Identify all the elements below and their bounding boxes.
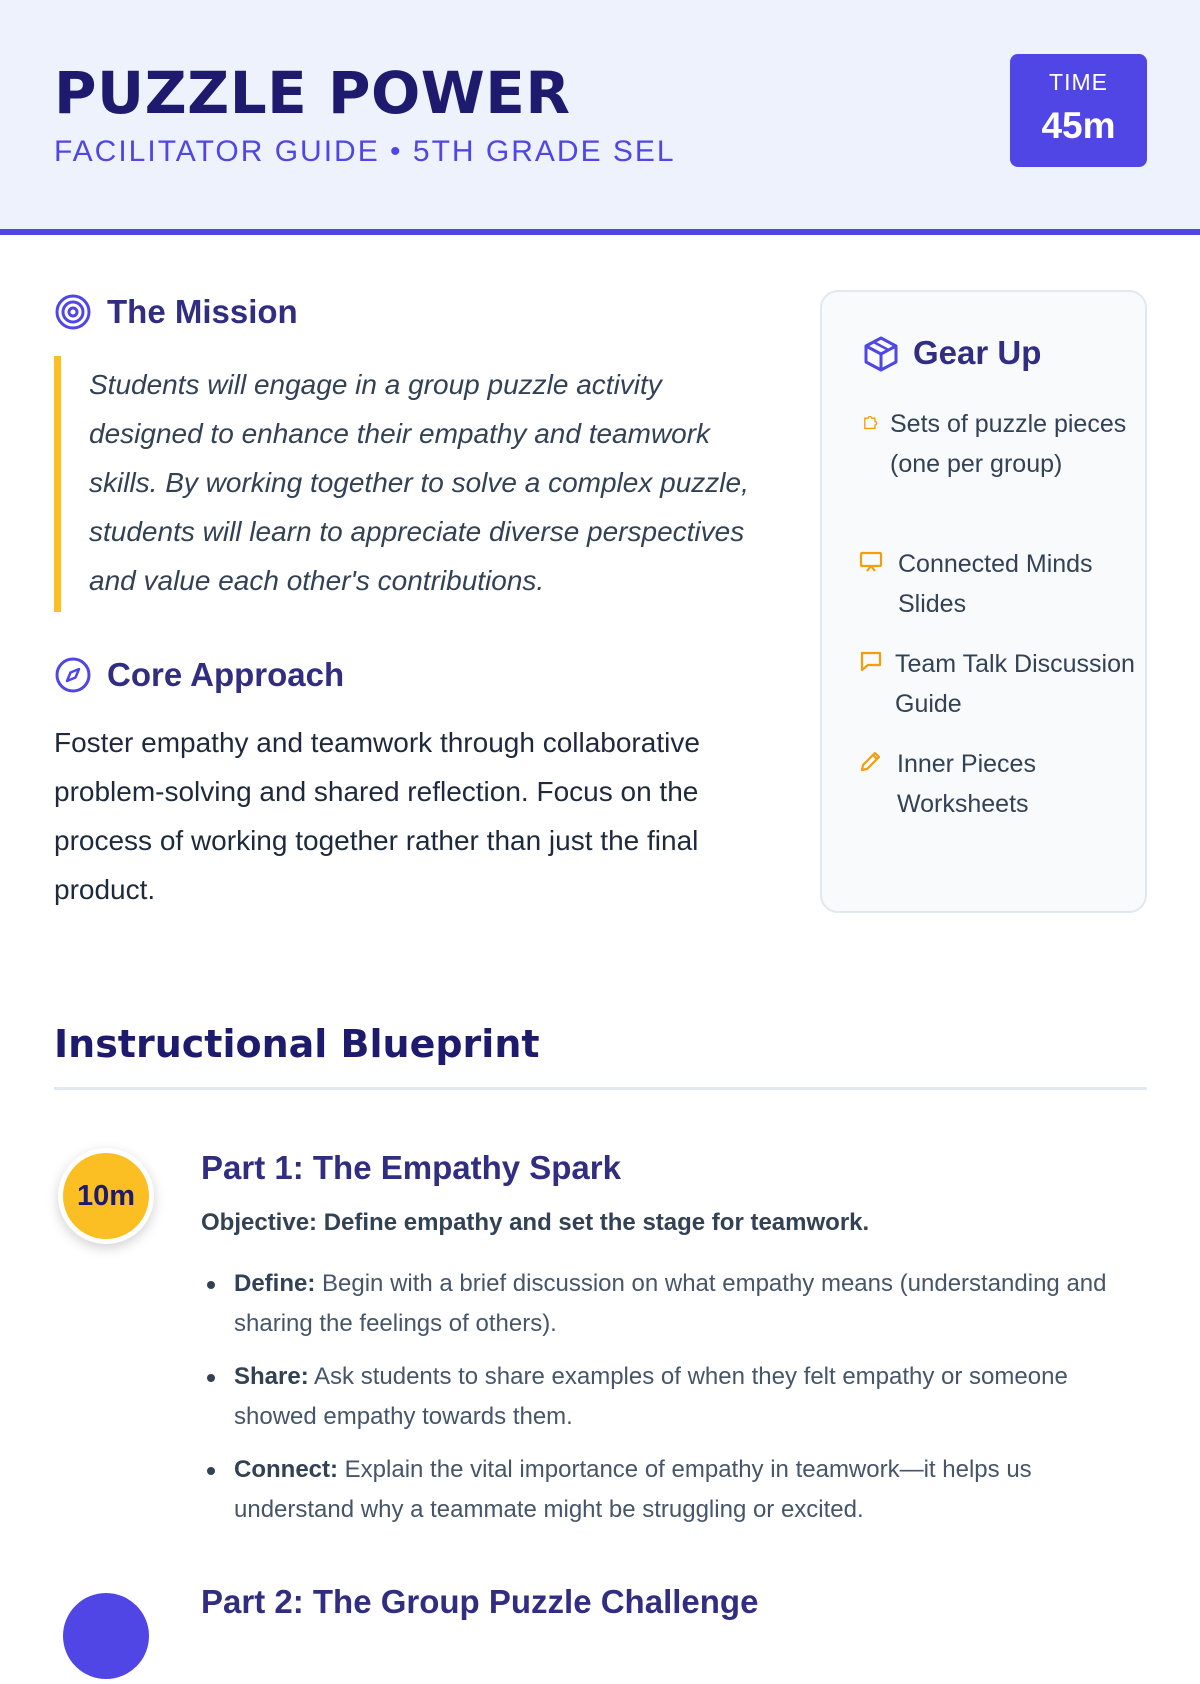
approach-text: Foster empathy and teamwork through collaborative problem-solving and shared reflection. Focus on the process of working together rather than just the final product. bbox=[54, 727, 700, 905]
gear-item-label: Inner Pieces Worksheets bbox=[897, 750, 1036, 818]
step-duration-badge bbox=[58, 1588, 154, 1684]
gear-up-heading: Gear Up bbox=[913, 334, 1042, 371]
approach-heading: Core Approach bbox=[107, 656, 345, 693]
target-icon bbox=[54, 293, 92, 331]
time-value: 45m bbox=[1041, 105, 1116, 146]
gear-item-label: Sets of puzzle pieces (one per group) bbox=[890, 410, 1127, 478]
gear-item-label: Team Talk Discussion Guide bbox=[895, 650, 1135, 718]
point-term: Connect: bbox=[234, 1456, 338, 1483]
mission-quote bbox=[54, 356, 774, 612]
list-item bbox=[201, 1264, 1151, 1344]
step-points bbox=[201, 1264, 1151, 1543]
list-item bbox=[201, 1450, 1151, 1530]
mission-heading: The Mission bbox=[107, 293, 298, 330]
blueprint-heading: Instructional Blueprint bbox=[54, 1022, 540, 1066]
point-text: Explain the vital importance of empathy in teamwork—it helps us understand why a teammate might be struggling or excited. bbox=[234, 1456, 1032, 1523]
pencil-icon bbox=[858, 748, 884, 774]
step-title: Part 2: The Group Puzzle Challenge bbox=[201, 1583, 759, 1620]
point-term: Define: bbox=[234, 1270, 316, 1297]
time-label: TIME bbox=[1049, 69, 1108, 95]
page-header bbox=[0, 0, 1200, 235]
compass-icon bbox=[54, 656, 92, 694]
chat-icon bbox=[858, 648, 884, 674]
presentation-icon bbox=[858, 548, 884, 574]
point-text: Ask students to share examples of when they felt empathy or someone showed empathy towards them. bbox=[234, 1363, 1068, 1430]
step-duration-badge: 10m bbox=[58, 1148, 154, 1244]
point-term: Share: bbox=[234, 1363, 309, 1390]
box-icon bbox=[862, 335, 900, 373]
divider bbox=[54, 1087, 1147, 1090]
mission-text: Students will engage in a group puzzle activity designed to enhance their empathy and teamwork skills. By working together to solve a complex puzzle, students will learn to appreciate diverse perspectives and value each other's contributions. bbox=[89, 369, 749, 596]
puzzle-icon bbox=[858, 408, 884, 434]
page-title: PUZZLE POWER bbox=[54, 59, 571, 127]
point-text: Begin with a brief discussion on what empathy means (understanding and sharing the feelings of others). bbox=[234, 1270, 1107, 1337]
time-badge bbox=[1010, 54, 1147, 167]
list-item bbox=[201, 1357, 1151, 1437]
step-objective: Objective: Define empathy and set the stage for teamwork. bbox=[201, 1209, 870, 1236]
gear-item-label: Connected Minds Slides bbox=[898, 550, 1093, 618]
page-subtitle: FACILITATOR GUIDE • 5TH GRADE SEL bbox=[54, 135, 676, 168]
step-title: Part 1: The Empathy Spark bbox=[201, 1149, 621, 1186]
